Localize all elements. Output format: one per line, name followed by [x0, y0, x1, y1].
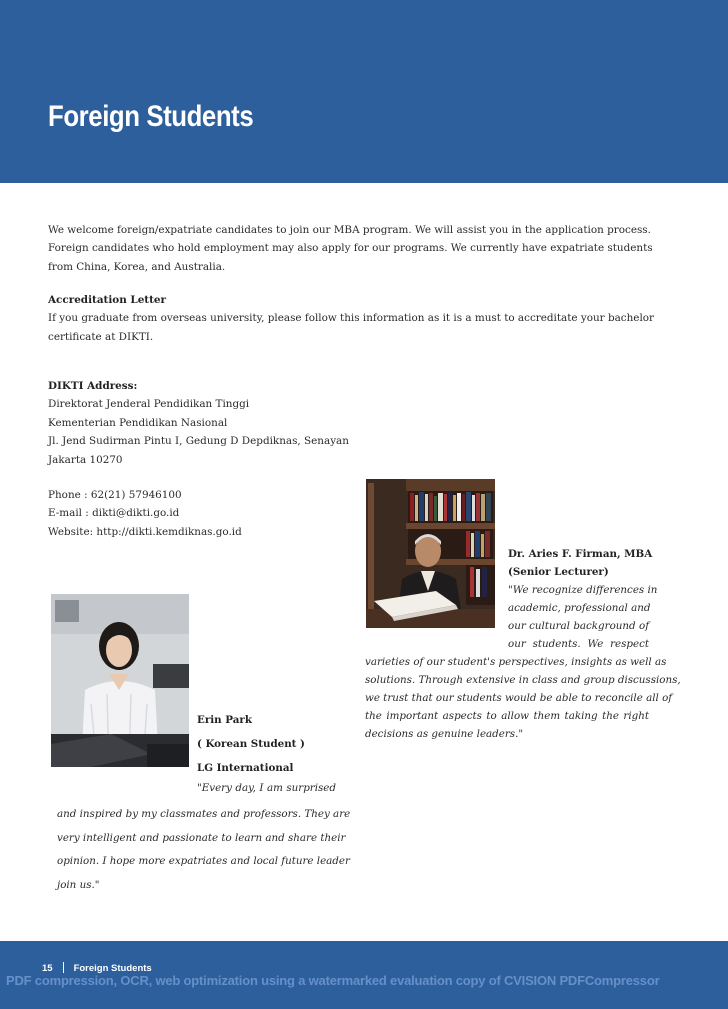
quote-line: very intelligent and passionate to learn and share their: [57, 831, 346, 844]
lecturer-name-block: [508, 545, 652, 581]
lecturer-photo-illustration: [366, 479, 495, 628]
address-line: Jakarta 10270: [48, 453, 123, 466]
quote-line: academic, professional and: [508, 602, 651, 614]
quote-line: solutions. Through extensive in class and group discussions,: [365, 674, 681, 686]
quote-line: "We recognize differences in: [508, 584, 658, 596]
lecturer-role: (Senior Lecturer): [508, 566, 609, 578]
quote-line: our cultural background of: [508, 620, 649, 632]
student-name: Erin Park: [197, 714, 252, 726]
address-line: Direktorat Jenderal Pendidikan Tinggi: [48, 398, 250, 411]
student-company: LG International: [197, 762, 294, 774]
student-photo: [51, 594, 189, 767]
quote-line: our students. We respect: [508, 638, 649, 650]
quote-line: varieties of our student's perspectives, insights as well as: [365, 656, 667, 668]
dikti-contacts: [48, 486, 242, 541]
lecturer-quote-narrow: [508, 581, 658, 653]
lecturer-name: Dr. Aries F. Firman, MBA: [508, 548, 653, 560]
address-line: Jl. Jend Sudirman Pintu I, Gedung D Depdiknas, Senayan: [48, 435, 349, 448]
footer-divider: [63, 962, 64, 973]
quote-line: the important aspects to allow them taking the right: [365, 710, 649, 722]
dikti-address-section: [48, 377, 349, 469]
phone-line: Phone : 62(21) 57946100: [48, 489, 182, 501]
student-quote-wide: [57, 803, 351, 897]
quote-line: join us.": [57, 878, 100, 891]
quote-line: "Every day, I am surprised: [197, 782, 336, 794]
email-line: E-mail : dikti@dikti.go.id: [48, 507, 180, 520]
quote-line: decisions as genuine leaders.": [365, 728, 524, 740]
dikti-heading: DIKTI Address:: [48, 380, 138, 392]
student-photo-illustration: [51, 594, 189, 767]
website-line: Website: http://dikti.kemdiknas.go.id: [48, 525, 242, 538]
header-band: [0, 0, 728, 183]
intro-paragraph: [48, 221, 653, 276]
lecturer-photo: [366, 479, 495, 628]
quote-line: we trust that our students would be able to reconcile all of: [365, 692, 673, 704]
quote-line: opinion. I hope more expatriates and local future leader: [57, 855, 350, 867]
student-name-block: [197, 708, 305, 780]
student-quote-first: [197, 779, 336, 797]
address-line: Kementerian Pendidikan Nasional: [48, 416, 228, 429]
footer-section-title: Foreign Students: [73, 963, 152, 974]
quote-line: and inspired by my classmates and professors. They are: [57, 808, 351, 820]
accreditation-line: certificate at DIKTI.: [48, 330, 154, 343]
page-number: 15: [42, 963, 53, 974]
page-title: Foreign Students: [48, 100, 254, 133]
lecturer-quote-wide: [365, 653, 681, 743]
watermark-text: PDF compression, OCR, web optimization using a watermarked evaluation copy of CVISION PDFCompressor: [6, 973, 660, 988]
intro-line: We welcome foreign/expatriate candidates to join our MBA program. We will assist you in the application process.: [48, 224, 651, 236]
student-role: ( Korean Student ): [197, 738, 305, 750]
intro-line: Foreign candidates who hold employment may also apply for our programs. We currently have expatriate students: [48, 242, 653, 255]
accreditation-line: If you graduate from overseas university, please follow this information as it is a must to accreditate your bachelor: [48, 312, 654, 325]
accreditation-heading: Accreditation Letter: [48, 294, 166, 306]
intro-line: from China, Korea, and Australia.: [48, 260, 226, 273]
accreditation-section: [48, 291, 654, 346]
